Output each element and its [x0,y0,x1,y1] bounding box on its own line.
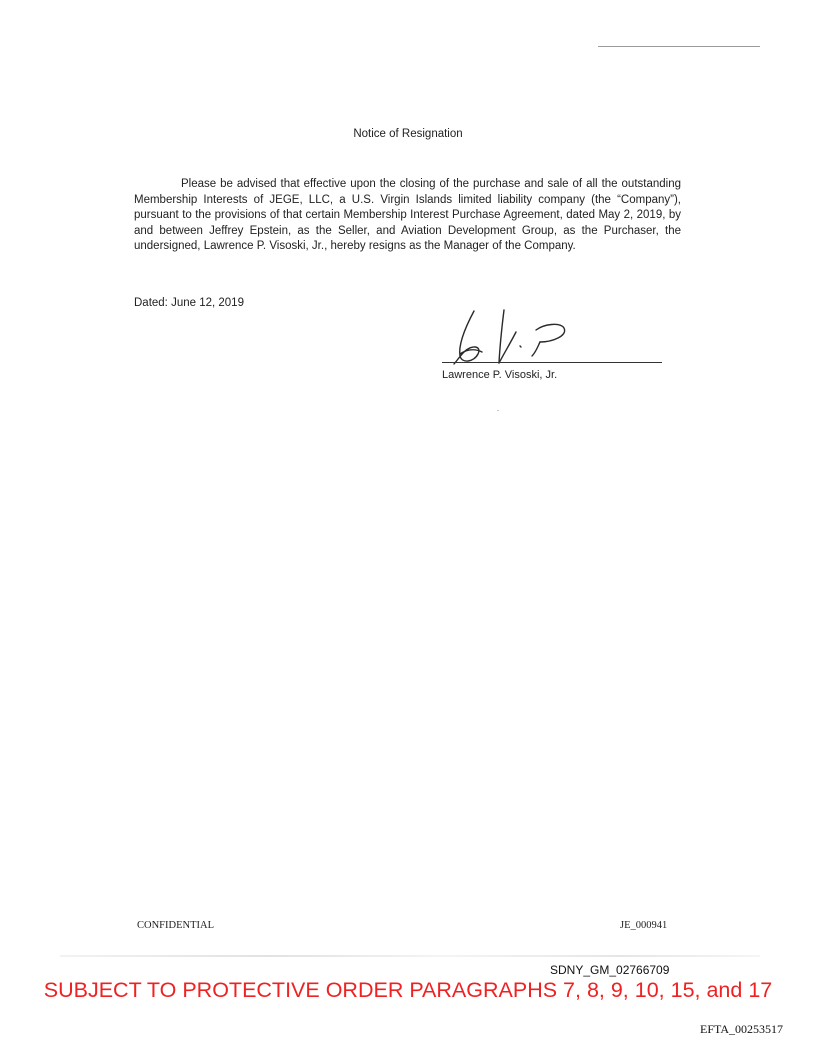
protective-order-banner: SUBJECT TO PROTECTIVE ORDER PARAGRAPHS 7, 8, 9, 10, 15, and 17 [43,978,773,1002]
dated-line: Dated: June 12, 2019 [134,297,244,309]
efta-number: EFTA_00253517 [700,1022,784,1036]
scan-edge-strip [60,955,760,957]
resignation-body: Please be advised that effective upon the closing of the purchase and sale of all the outstanding Membership Interests of JEGE, LLC, a U.S. Virgin Islands limited liability company (the “Company”), pursuant to the provisions of that certain Membership Interest Purchase Agreement, dated May 2, 2019, by and between Jeffrey Epstein, as the Seller, and Aviation Development Group, as the Purchaser, the undersigned, Lawrence P. Visoski, Jr., hereby resigns as the Manager of the Company. [134,178,681,253]
document-title: Notice of Resignation [353,128,463,140]
top-rule [598,46,760,47]
signer-name: Lawrence P. Visoski, Jr. [442,369,558,381]
je-bates-number: JE_000941 [620,920,668,931]
confidential-label: CONFIDENTIAL [137,920,214,931]
sdny-bates-number: SDNY_GM_02766709 [550,963,670,977]
signature-image [452,306,572,366]
scan-speck [497,410,499,411]
signature-line [442,362,662,363]
